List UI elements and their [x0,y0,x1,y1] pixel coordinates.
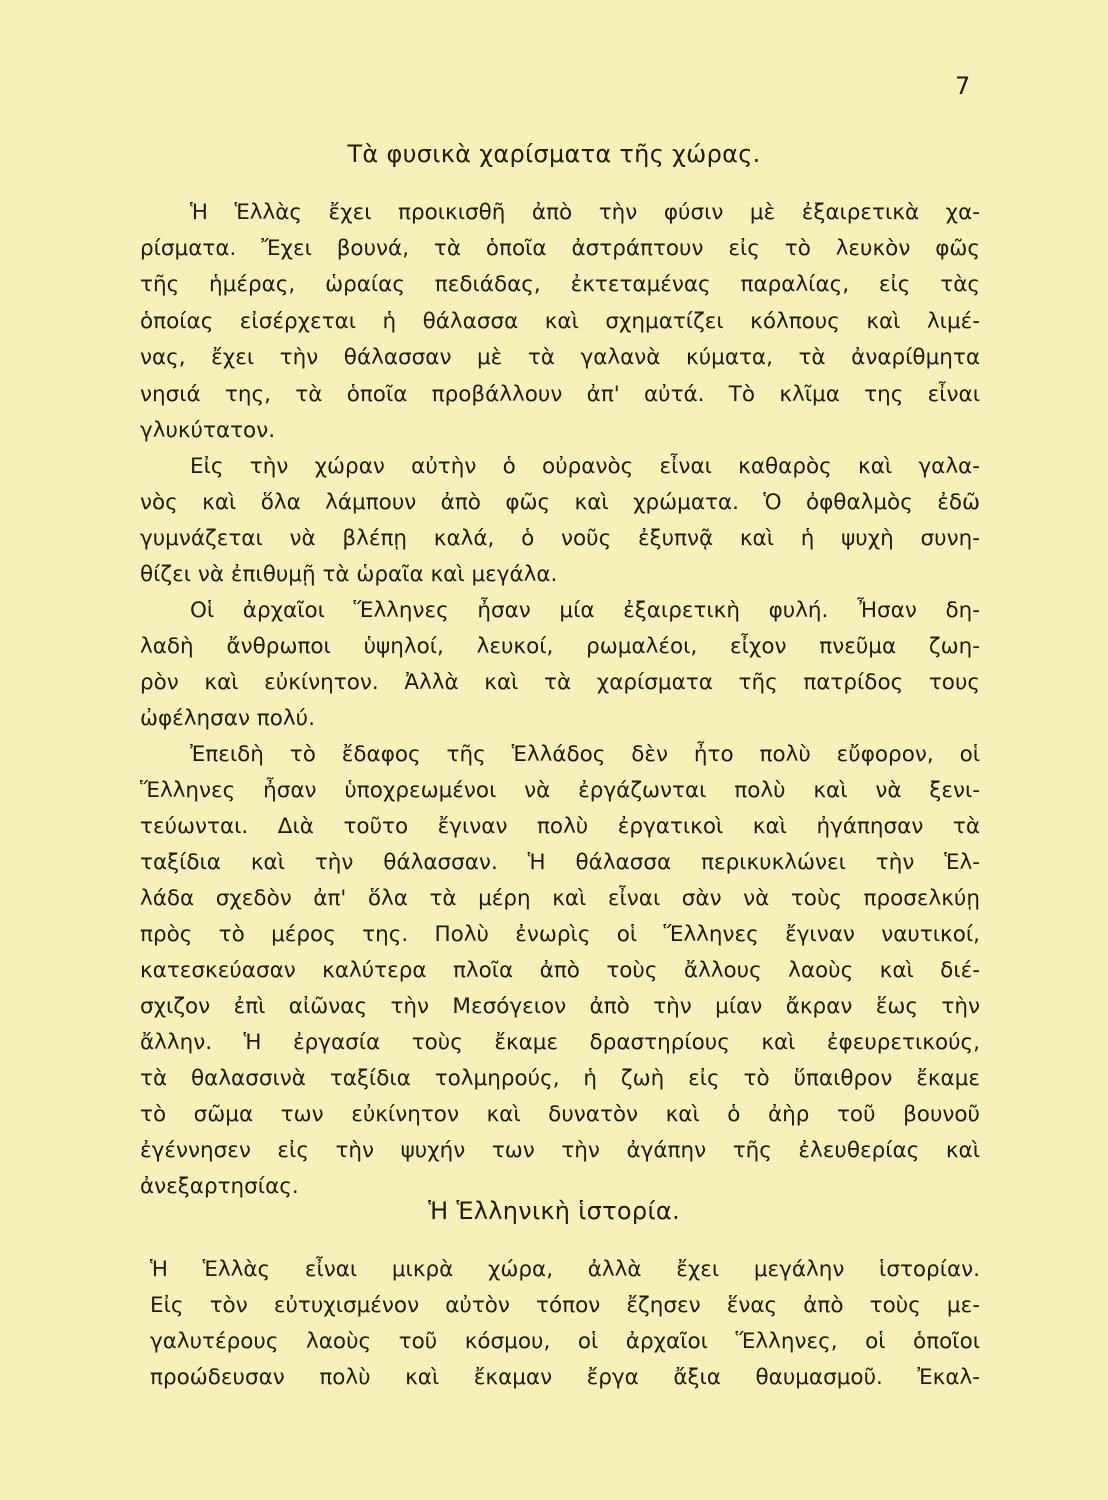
page-number: 7 [955,72,971,100]
text-line: Ἡ Ἑλλὰς ἔχει προικισθῆ ἀπὸ τὴν φύσιν μὲ ἐξαιρετικὰ χα- [190,200,980,225]
text-line: νας, ἔχει τὴν θάλασσαν μὲ τὰ γαλανὰ κύματα, τὰ ἀναρίθμητα [140,345,980,370]
text-line: θίζει νὰ ἐπιθυμῇ τὰ ὡραῖα καὶ μεγάλα. [140,562,558,587]
text-line: Ἐπειδὴ τὸ ἔδαφος τῆς Ἑλλάδος δὲν ἦτο πολὺ εὔφορον, οἱ [190,742,980,767]
text-line: ρὸν καὶ εὐκίνητον. Ἀλλὰ καὶ τὰ χαρίσματα τῆς πατρίδος τους [140,670,980,695]
text-line: Ἕλληνες ἦσαν ὑποχρεωμένοι νὰ ἐργάζωνται πολὺ καὶ νὰ ξενι- [140,778,980,803]
text-line: Οἱ ἀρχαῖοι Ἕλληνες ἦσαν μία ἐξαιρετικὴ φυλή. Ἦσαν δη- [190,598,980,623]
text-line: τὸ σῶμα των εὐκίνητον καὶ δυνατὸν καὶ ὁ ἀὴρ τοῦ βουνοῦ [140,1102,980,1127]
text-line: τὰ θαλασσινὰ ταξίδια τολμηρούς, ἡ ζωὴ εἰς τὸ ὕπαιθρον ἔκαμε [140,1066,980,1091]
text-line: Εἰς τὸν εὐτυχισμένον αὐτὸν τόπον ἔζησεν ἕνας ἀπὸ τοὺς με- [150,1293,980,1318]
text-line: ἄλλην. Ἡ ἐργασία τοὺς ἔκαμε δραστηρίους καὶ ἐφευρετικούς, [140,1030,980,1055]
text-line: λάδα σχεδὸν ἀπ' ὅλα τὰ μέρη καὶ εἶναι σὰν νὰ τοὺς προσελκύῃ [140,886,980,911]
section-title-greek-history: Ἡ Ἑλληνικὴ ἱστορία. [428,1197,680,1225]
text-line: ὠφέλησαν πολύ. [140,706,315,731]
text-line: πρὸς τὸ μέρος της. Πολὺ ἐνωρὶς οἱ Ἕλληνες ἔγιναν ναυτικοί, [140,922,980,947]
text-line: Ἡ Ἑλλὰς εἶναι μικρὰ χώρα, ἀλλὰ ἔχει μεγάλην ἱστορίαν. [150,1257,980,1282]
text-line: τεύωνται. Διὰ τοῦτο ἔγιναν πολὺ ἐργατικοὶ καὶ ἠγάπησαν τὰ [140,814,980,839]
text-line: ταξίδια καὶ τὴν θάλασσαν. Ἡ θάλασσα περικυκλώνει τὴν Ἑλ- [140,850,980,875]
text-line: Εἰς τὴν χώραν αὐτὴν ὁ οὐρανὸς εἶναι καθαρὸς καὶ γαλα- [190,454,980,479]
text-line: ρίσματα. Ἔχει βουνά, τὰ ὁποῖα ἀστράπτουν εἰς τὸ λευκὸν φῶς [140,236,980,261]
text-line: γυμνάζεται νὰ βλέπῃ καλά, ὁ νοῦς ἐξυπνᾷ καὶ ἡ ψυχὴ συνη- [140,526,980,551]
text-line: ὁποίας εἰσέρχεται ἡ θάλασσα καὶ σχηματίζει κόλπους καὶ λιμέ- [140,309,980,334]
text-line: νὸς καὶ ὅλα λάμπουν ἀπὸ φῶς καὶ χρώματα. Ὁ ὀφθαλμὸς ἐδῶ [140,490,980,515]
text-line: κατεσκεύασαν καλύτερα πλοῖα ἀπὸ τοὺς ἄλλους λαοὺς καὶ διέ- [140,958,980,983]
text-line: ἐγέννησεν εἰς τὴν ψυχήν των τὴν ἀγάπην τῆς ἐλευθερίας καὶ [140,1138,980,1163]
text-line: γλυκύτατον. [140,418,276,443]
text-line: προώδευσαν πολὺ καὶ ἔκαμαν ἔργα ἄξια θαυμασμοῦ. Ἐκαλ- [150,1365,980,1390]
text-line: λαδὴ ἄνθρωποι ὑψηλοί, λευκοί, ρωμαλέοι, εἶχον πνεῦμα ζωη- [140,634,980,659]
section-title-natural-gifts: Τὰ φυσικὰ χαρίσματα τῆς χώρας. [347,140,761,168]
text-line: γαλυτέρους λαοὺς τοῦ κόσμου, οἱ ἀρχαῖοι Ἕλληνες, οἱ ὁποῖοι [150,1329,980,1354]
text-line: νησιά της, τὰ ὁποῖα προβάλλουν ἀπ' αὐτά. Τὸ κλῖμα της εἶναι [140,382,980,407]
text-line: ἀνεξαρτησίας. [140,1174,299,1199]
text-line: σχιζον ἐπὶ αἰῶνας τὴν Μεσόγειον ἀπὸ τὴν μίαν ἄκραν ἕως τὴν [140,994,980,1019]
text-line: τῆς ἡμέρας, ὡραίας πεδιάδας, ἐκτεταμένας παραλίας, εἰς τὰς [140,272,980,297]
